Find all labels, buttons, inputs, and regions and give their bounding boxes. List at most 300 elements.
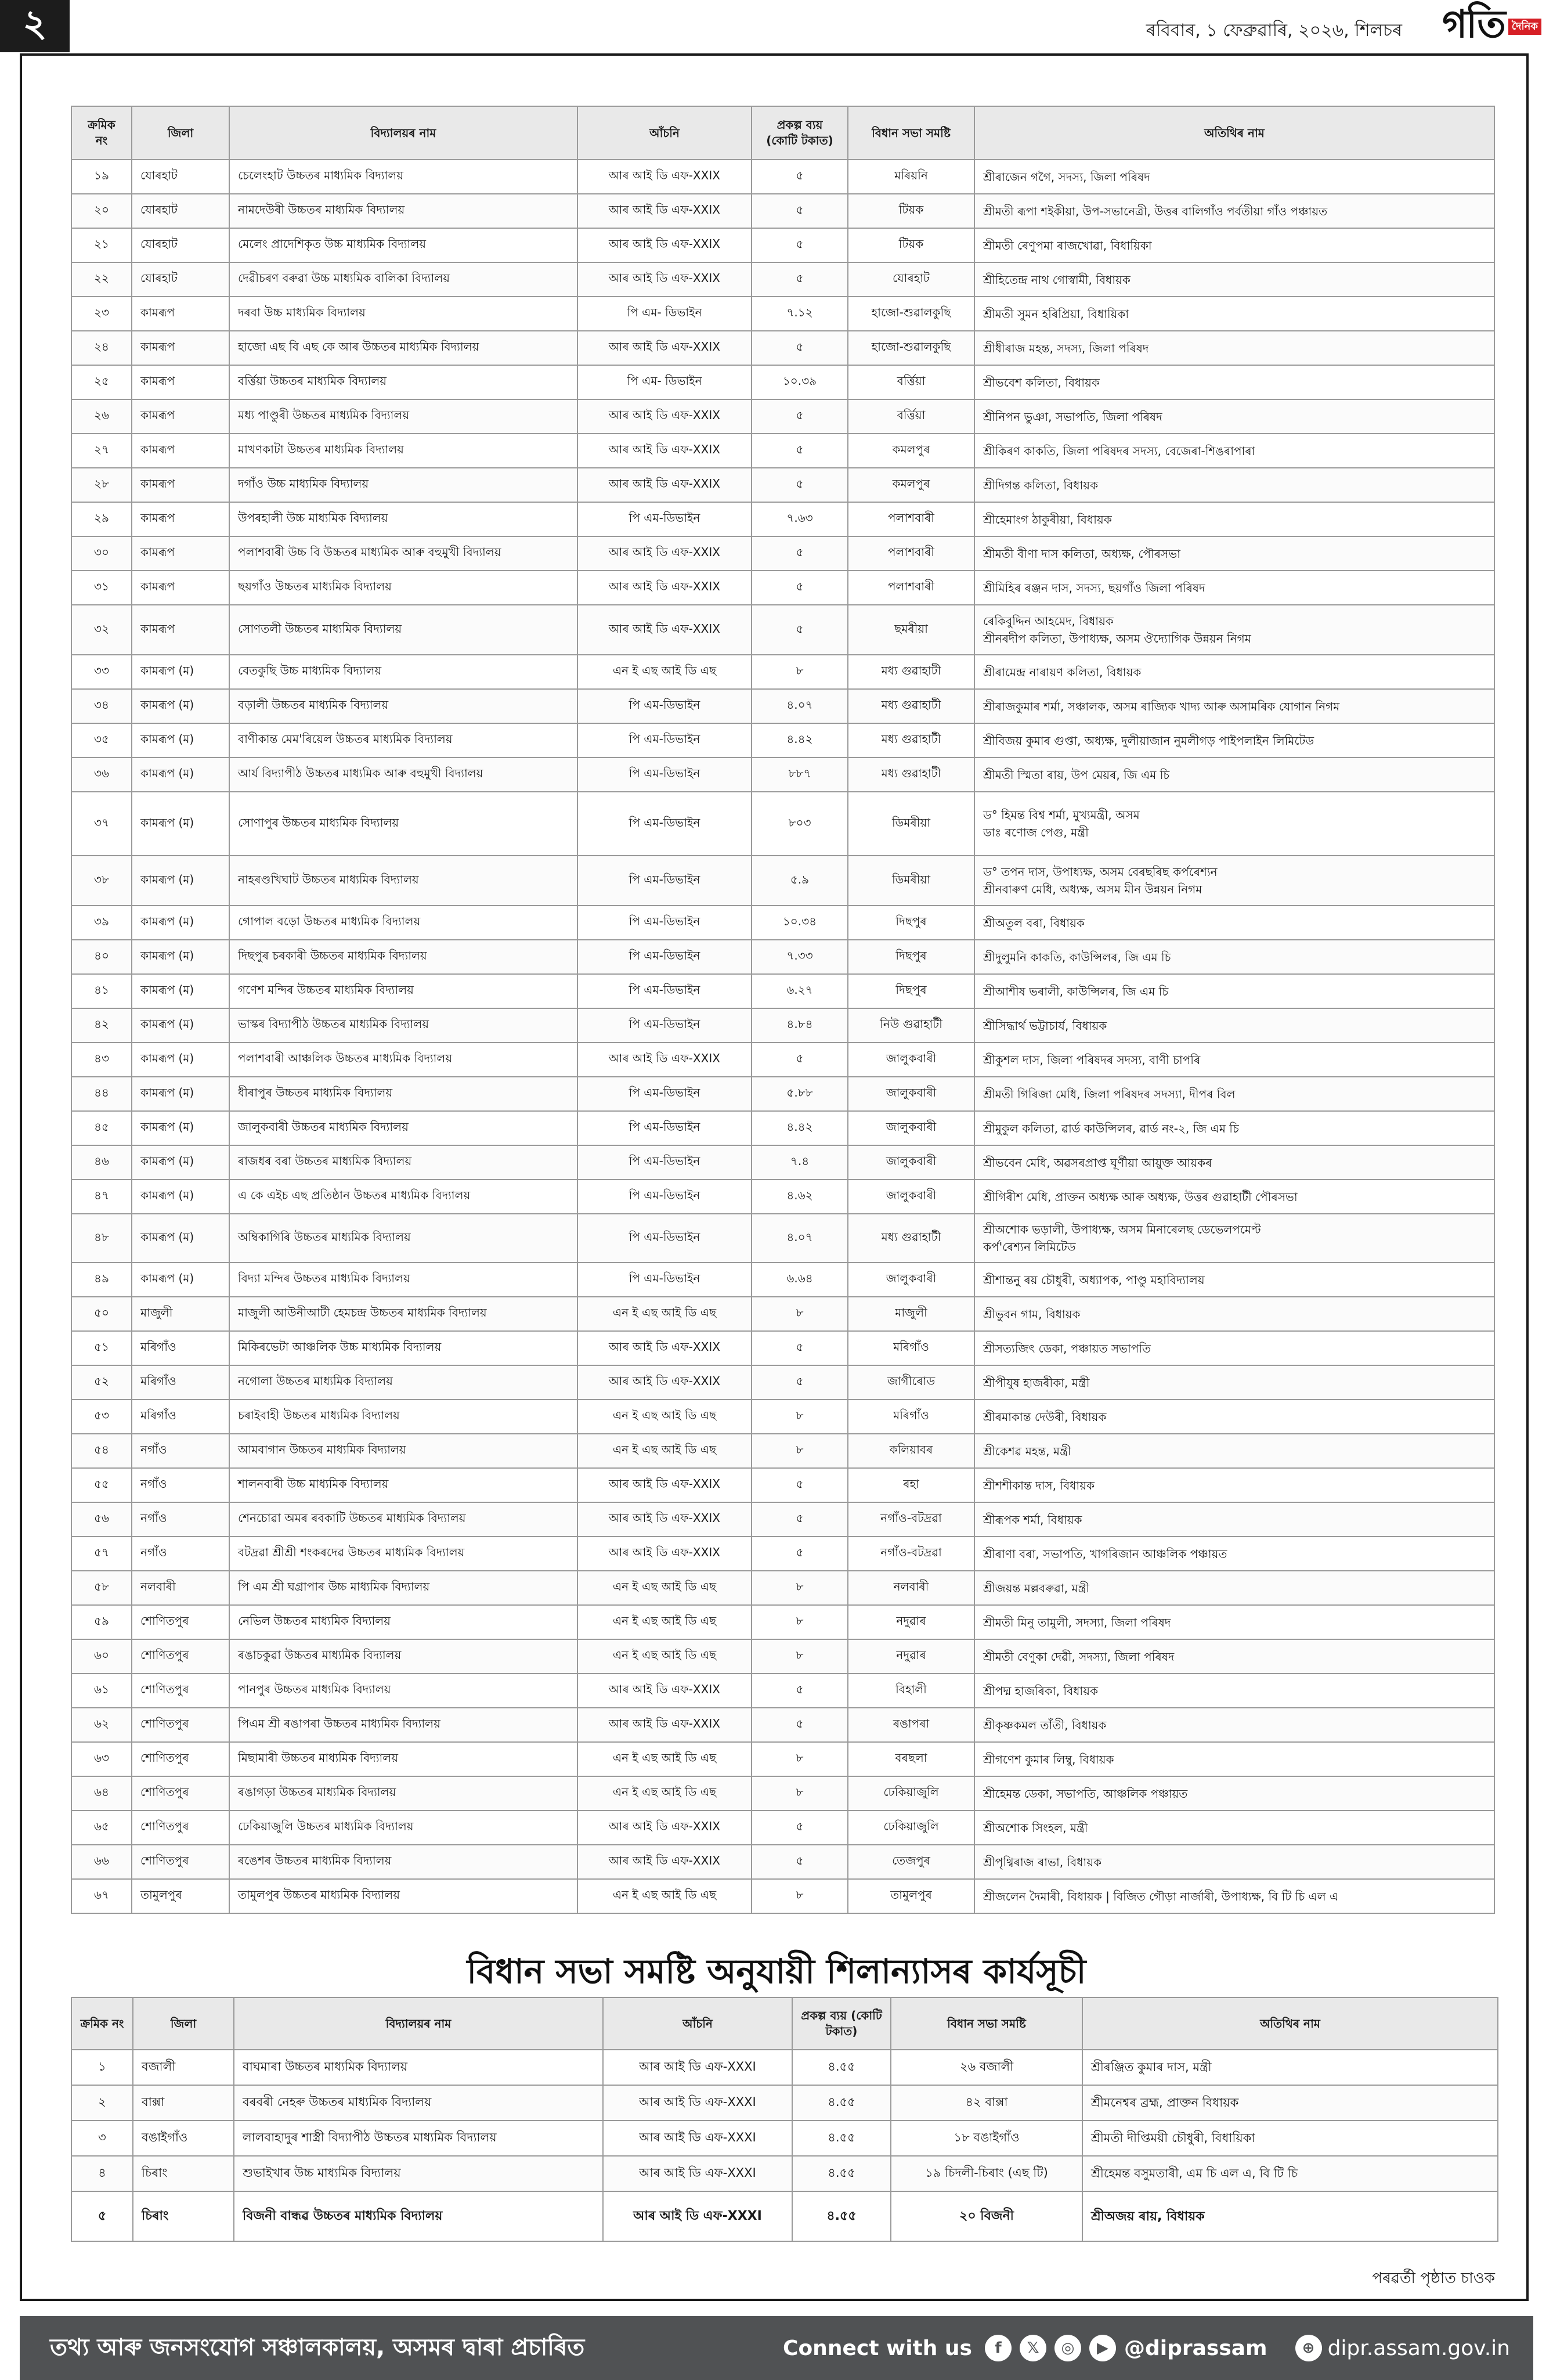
serial-cell: ৪৯ [71,1263,132,1297]
constituency-cell: মৰিয়নি [848,160,974,194]
scheme-cell: এন ই এছ আই ডি এছ [577,1297,752,1331]
table-row [71,228,1494,262]
constituency-cell: ঢেকিয়াজুলি [848,1776,974,1811]
district-cell: শোণিতপুৰ [132,1639,229,1674]
guest-cell: শ্ৰীগিৰীশ মেধি, প্ৰাক্তন অধ্যক্ষ আৰু অধ্যক্ষ, উত্তৰ গুৱাহাটী পৌৰসভা [974,1180,1494,1214]
cost-cell: ৮ [752,1434,848,1468]
serial-cell: ৪ [71,2156,133,2191]
school-name-cell: চেলেংহাট উচ্চতৰ মাধ্যমিক বিদ্যালয় [229,160,577,194]
cost-cell: ৭.৩৩ [752,940,848,974]
constituency-cell: বৰছলা [848,1742,974,1776]
school-name-cell: তামুলপুৰ উচ্চতৰ মাধ্যমিক বিদ্যালয় [229,1879,577,1913]
guest-cell: শ্ৰীপৃথ্বিৰাজ ৰাভা, বিধায়ক [974,1845,1494,1879]
guest-cell: শ্ৰীমুকুল কলিতা, ৱাৰ্ড কাউন্সিলৰ, ৱাৰ্ড নং-২, জি এম চি [974,1111,1494,1145]
district-cell: কামৰূপ (ম) [132,1111,229,1145]
district-cell: কামৰূপ [132,434,229,468]
serial-cell: ৫১ [71,1331,132,1365]
cost-cell: ৮ [752,1571,848,1605]
school-name-cell: মাজুলী আউনীআটী হেমচন্দ্ৰ উচ্চতৰ মাধ্যমিক বিদ্যালয় [229,1297,577,1331]
constituency-cell: জালুকবাৰী [848,1111,974,1145]
scheme-cell: আৰ আই ডি এফ-XXIX [577,1365,752,1400]
district-cell: নগাঁও [132,1468,229,1502]
guest-cell: শ্ৰীমতী বেণুকা দেৱী, সদস্যা, জিলা পৰিষদ [974,1639,1494,1674]
constituency-cell: জালুকবাৰী [848,1145,974,1180]
header-scheme: আঁচনি [603,1997,792,2050]
guest-cell: শ্ৰীদুলুমনি কাকতি, কাউন্সিলৰ, জি এম চি [974,940,1494,974]
constituency-cell: পলাশবাৰী [848,571,974,605]
serial-cell: ৪৪ [71,1077,132,1111]
district-cell: চিৰাং [133,2191,234,2241]
cost-cell: ৫ [752,1845,848,1879]
serial-cell: ৬৩ [71,1742,132,1776]
guest-cell: শ্ৰীভুবন গাম, বিধায়ক [974,1297,1494,1331]
table-row [71,399,1494,434]
serial-cell: ৫৭ [71,1537,132,1571]
scheme-cell: আৰ আই ডি এফ-XXIX [577,571,752,605]
constituency-cell: দিছপুৰ [848,974,974,1008]
district-cell: তামুলপুৰ [132,1879,229,1913]
table-row [71,1263,1494,1297]
district-cell: নগাঁও [132,1434,229,1468]
school-name-cell: আৰ্য বিদ্যাপীঠ উচ্চতৰ মাধ্যমিক আৰু বহুমুখী বিদ্যালয় [229,758,577,792]
constituency-cell: জালুকবাৰী [848,1077,974,1111]
school-name-cell: বৰ্ত্তিয়া উচ্চতৰ মাধ্যমিক বিদ্যালয় [229,365,577,399]
scheme-cell: পি এম-ডিভাইন [577,792,752,856]
cost-cell: ৮০৩ [752,792,848,856]
guest-cell: শ্ৰীঅজয় ৰায়, বিধায়ক [1082,2191,1498,2241]
district-cell: কামৰূপ (ম) [132,1145,229,1180]
table-row [71,1468,1494,1502]
scheme-cell: পি এম- ডিভাইন [577,297,752,331]
district-cell: মৰিগাঁও [132,1365,229,1400]
guest-cell: শ্ৰীশান্তনু ৰয় চৌধুৰী, অধ্যাপক, পাণ্ডু মহাবিদ্যালয় [974,1263,1494,1297]
serial-cell: ৬৬ [71,1845,132,1879]
school-name-cell: নামদেউৰী উচ্চতৰ মাধ্যমিক বিদ্যালয় [229,194,577,228]
constituency-cell: পলাশবাৰী [848,502,974,536]
scheme-cell: আৰ আই ডি এফ-XXIX [577,536,752,571]
scheme-cell: আৰ আই ডি এফ-XXXI [603,2121,792,2156]
header-cost: প্ৰকল্প ব্যয় (কোটি টকাত) [752,106,848,160]
district-cell: যোৰহাট [132,160,229,194]
scheme-cell: এন ই এছ আই ডি এছ [577,655,752,689]
serial-cell: ৪৭ [71,1180,132,1214]
guest-cell: শ্ৰীমতী ৰূপা শইকীয়া, উপ-সভানেত্ৰী, উত্তৰ বালিগাঁও পৰ্বতীয়া গাঁও পঞ্চায়ত [974,194,1494,228]
serial-cell: ২২ [71,262,132,297]
school-name-cell: দিছপুৰ চৰকাৰী উচ্চতৰ মাধ্যমিক বিদ্যালয় [229,940,577,974]
cost-cell: ৮ [752,1605,848,1639]
constituency-cell: মধ্য গুৱাহাটী [848,655,974,689]
scheme-cell: আৰ আই ডি এফ-XXIX [577,262,752,297]
scheme-cell: পি এম-ডিভাইন [577,1145,752,1180]
table-row [71,1674,1494,1708]
header-serial: ক্ৰমিক নং [71,1997,133,2050]
guest-cell: শ্ৰীআশীষ ভৰালী, কাউন্সিলৰ, জি এম চি [974,974,1494,1008]
district-cell: কামৰূপ [132,502,229,536]
serial-cell: ৪৬ [71,1145,132,1180]
district-cell: কামৰূপ [132,468,229,502]
cost-cell: ৫.৯ [752,856,848,906]
serial-cell: ২ [71,2085,133,2121]
guest-cell: শ্ৰীৰমাকান্ত দেউৰী, বিধায়ক [974,1400,1494,1434]
scheme-cell: পি এম- ডিভাইন [577,365,752,399]
cost-cell: ৭.৬৩ [752,502,848,536]
guest-cell: শ্ৰীপীযুষ হাজৰীকা, মন্ত্ৰী [974,1365,1494,1400]
guest-cell: শ্ৰীজয়ন্ত মল্লবৰুৱা, মন্ত্ৰী [974,1571,1494,1605]
serial-cell: ৫৩ [71,1400,132,1434]
cost-cell: ৫ [752,1811,848,1845]
constituency-cell: জালুকবাৰী [848,1043,974,1077]
guest-cell: ৰেকিবুদ্দিন আহমেদ, বিধায়ক শ্ৰীনৰদীপ কলিতা, উপাধ্যক্ষ, অসম ঔদ্যোগিক উন্নয়ন নিগম [974,605,1494,655]
guest-cell: শ্ৰীসিদ্ধাৰ্থ ভট্টাচাৰ্য, বিধায়ক [974,1008,1494,1043]
school-name-cell: বিজনী বান্ধৱ উচ্চতৰ মাধ্যমিক বিদ্যালয় [234,2191,603,2241]
constituency-cell: কমলপুৰ [848,468,974,502]
scheme-cell: এন ই এছ আই ডি এছ [577,1742,752,1776]
cost-cell: ৮ [752,1297,848,1331]
guest-cell: শ্ৰীপদ্ম হাজৰিকা, বিধায়ক [974,1674,1494,1708]
scheme-cell: পি এম-ডিভাইন [577,502,752,536]
table-row [71,689,1494,723]
header-serial: ক্ৰমিক নং [71,106,132,160]
table-row [71,1145,1494,1180]
cost-cell: ৫ [752,399,848,434]
scheme-cell: আৰ আই ডি এফ-XXIX [577,194,752,228]
constituency-cell: টিয়ক [848,194,974,228]
x-icon[interactable]: 𝕏 [1020,2335,1046,2361]
table-row [71,536,1494,571]
serial-cell: ৪৫ [71,1111,132,1145]
constituency-cell: যোৰহাট [848,262,974,297]
district-cell: কামৰূপ (ম) [132,723,229,758]
district-cell: শোণিতপুৰ [132,1674,229,1708]
header-school: বিদ্যালয়ৰ নাম [229,106,577,160]
scheme-cell: এন ই এছ আই ডি এছ [577,1639,752,1674]
district-cell: কামৰূপ (ম) [132,1043,229,1077]
cost-cell: ৪.৪২ [752,723,848,758]
table-row [71,1811,1494,1845]
table-row [71,1111,1494,1145]
school-name-cell: গোপাল বড়ো উচ্চতৰ মাধ্যমিক বিদ্যালয় [229,906,577,940]
newspaper-logo [1442,3,1541,50]
table-row [71,655,1494,689]
serial-cell: ২৮ [71,468,132,502]
serial-cell: ২১ [71,228,132,262]
table-row [71,1571,1494,1605]
header-scheme: আঁচনি [577,106,752,160]
scheme-cell: আৰ আই ডি এফ-XXIX [577,1708,752,1742]
cost-cell: ৫ [752,1468,848,1502]
guest-cell: শ্ৰীদিগন্ত কলিতা, বিধায়ক [974,468,1494,502]
cost-cell: ৫ [752,1331,848,1365]
publisher-credit: তথ্য আৰু জনসংযোগ সঞ্চালকালয়, অসমৰ দ্বাৰা প্ৰচাৰিত [50,2334,585,2361]
school-name-cell: শালনবাৰী উচ্চ মাধ্যমিক বিদ্যালয় [229,1468,577,1502]
cost-cell: ৫ [752,194,848,228]
table-row [71,1639,1494,1674]
inauguration-table [71,106,1495,1914]
table-row [71,758,1494,792]
table-row [71,1214,1494,1263]
social-handle[interactable]: @diprassam [1124,2336,1267,2360]
page-number: ২ [0,0,70,52]
serial-cell: ৫৬ [71,1502,132,1537]
guest-cell: শ্ৰীৰাজেন গগৈ, সদস্য, জিলা পৰিষদ [974,160,1494,194]
table-row [71,1708,1494,1742]
constituency-cell: ৪২ বাক্সা [891,2085,1082,2121]
serial-cell: ৬৫ [71,1811,132,1845]
district-cell: কামৰূপ [132,605,229,655]
header-school: বিদ্যালয়ৰ নাম [234,1997,603,2050]
serial-cell: ৪০ [71,940,132,974]
cost-cell: ৭.১২ [752,297,848,331]
scheme-cell: আৰ আই ডি এফ-XXXI [603,2085,792,2121]
scheme-cell: পি এম-ডিভাইন [577,906,752,940]
guest-cell: শ্ৰীকুশল দাস, জিলা পৰিষদৰ সদস্য, বাণী চাপৰি [974,1043,1494,1077]
scheme-cell: আৰ আই ডি এফ-XXIX [577,1468,752,1502]
guest-cell: শ্ৰীহেমন্ত ডেকা, সভাপতি, আঞ্চলিক পঞ্চায়ত [974,1776,1494,1811]
district-cell: যোৰহাট [132,228,229,262]
header-constituency: বিধান সভা সমষ্টি [891,1997,1082,2050]
youtube-icon[interactable]: ▶ [1089,2335,1116,2361]
scheme-cell: পি এম-ডিভাইন [577,1077,752,1111]
constituency-cell: জালুকবাৰী [848,1263,974,1297]
cost-cell: ৭.৪ [752,1145,848,1180]
school-name-cell: চৰাইবাহী উচ্চতৰ মাধ্যমিক বিদ্যালয় [229,1400,577,1434]
table-row [71,1043,1494,1077]
guest-cell: শ্ৰীমতী ৰেণুপমা ৰাজখোৱা, বিধায়িকা [974,228,1494,262]
constituency-cell: হাজো-শুৱালকুছি [848,297,974,331]
scheme-cell: আৰ আই ডি এফ-XXIX [577,605,752,655]
cost-cell: ৪.০৭ [752,689,848,723]
guest-cell: ড° হিমন্ত বিশ্ব শৰ্মা, মুখ্যমন্ত্ৰী, অসম ডাঃ ৰণোজ পেগু, মন্ত্ৰী [974,792,1494,856]
school-name-cell: মিকিৰভেটা আঞ্চলিক উচ্চ মাধ্যমিক বিদ্যালয় [229,1331,577,1365]
district-cell: কামৰূপ [132,571,229,605]
cost-cell: ৪.৫৫ [792,2121,891,2156]
school-name-cell: ৰাজধৰ বৰা উচ্চতৰ মাধ্যমিক বিদ্যালয় [229,1145,577,1180]
constituency-cell: নগাঁও-বটদ্ৰৱা [848,1502,974,1537]
school-name-cell: ৰঙাচকুৱা উচ্চতৰ মাধ্যমিক বিদ্যালয় [229,1639,577,1674]
scheme-cell: পি এম-ডিভাইন [577,974,752,1008]
constituency-cell: টিয়ক [848,228,974,262]
school-name-cell: হাজো এছ বি এছ কে আৰ উচ্চতৰ মাধ্যমিক বিদ্যালয় [229,331,577,365]
connect-label: Connect with us [783,2336,972,2360]
school-name-cell: ভাস্কৰ বিদ্যাপীঠ উচ্চতৰ মাধ্যমিক বিদ্যালয় [229,1008,577,1043]
school-name-cell: ধীৰাপুৰ উচ্চতৰ মাধ্যমিক বিদ্যালয় [229,1077,577,1111]
scheme-cell: আৰ আই ডি এফ-XXIX [577,1537,752,1571]
cost-cell: ৪.৫৫ [792,2050,891,2085]
district-cell: মৰিগাঁও [132,1331,229,1365]
serial-cell: ১ [71,2050,133,2085]
table-row [71,434,1494,468]
cost-cell: ৪.৮৪ [752,1008,848,1043]
guest-cell: শ্ৰীমনেশ্বৰ ব্ৰহ্ম, প্ৰাক্তন বিধায়ক [1082,2085,1498,2121]
table-row [71,160,1494,194]
brand-tag: দৈনিক [1508,19,1541,35]
school-name-cell: মাখণকাটা উচ্চতৰ মাধ্যমিক বিদ্যালয় [229,434,577,468]
school-name-cell: পলাশবাৰী আঞ্চলিক উচ্চতৰ মাধ্যমিক বিদ্যালয় [229,1043,577,1077]
constituency-cell: দিছপুৰ [848,940,974,974]
cost-cell: ৪.৪২ [752,1111,848,1145]
table-row [71,1400,1494,1434]
cost-cell: ৪.৬২ [752,1180,848,1214]
table-row [71,1879,1494,1913]
scheme-cell: আৰ আই ডি এফ-XXIX [577,1043,752,1077]
cost-cell: ৪.০৭ [752,1214,848,1263]
table-row [71,1331,1494,1365]
header-district: জিলা [132,106,229,160]
district-cell: শোণিতপুৰ [132,1742,229,1776]
constituency-cell: ছমৰীয়া [848,605,974,655]
serial-cell: ২৬ [71,399,132,434]
scheme-cell: পি এম-ডিভাইন [577,689,752,723]
serial-cell: ৩৪ [71,689,132,723]
cost-cell: ৫.৮৮ [752,1077,848,1111]
serial-cell: ৩৬ [71,758,132,792]
table-row [71,605,1494,655]
serial-cell: ৪২ [71,1008,132,1043]
serial-cell: ৬৪ [71,1776,132,1811]
guest-cell: শ্ৰীজলেন দৈমাৰী, বিধায়ক | বিজিত গৌড়া নাৰ্জাৰী, উপাধ্যক্ষ, বি টি চি এল এ [974,1879,1494,1913]
cost-cell: ৫ [752,331,848,365]
school-name-cell: জালুকবাৰী উচ্চতৰ মাধ্যমিক বিদ্যালয় [229,1111,577,1145]
school-name-cell: বাণীকান্ত মেম'ৰিয়েল উচ্চতৰ মাধ্যমিক বিদ্যালয় [229,723,577,758]
school-name-cell: বড়ালী উচ্চতৰ মাধ্যমিক বিদ্যালয় [229,689,577,723]
scheme-cell: এন ই এছ আই ডি এছ [577,1605,752,1639]
guest-cell: শ্ৰীঅশোক সিংহল, মন্ত্ৰী [974,1811,1494,1845]
district-cell: বঙাইগাঁও [133,2121,234,2156]
scheme-cell: আৰ আই ডি এফ-XXXI [603,2050,792,2085]
district-cell: কামৰূপ [132,365,229,399]
scheme-cell: আৰ আই ডি এফ-XXIX [577,434,752,468]
constituency-cell: কমলপুৰ [848,434,974,468]
serial-cell: ৩৮ [71,856,132,906]
district-cell: শোণিতপুৰ [132,1708,229,1742]
table-row [71,1742,1494,1776]
school-name-cell: ৰঙেশৰ উচ্চতৰ মাধ্যমিক বিদ্যালয় [229,1845,577,1879]
cost-cell: ৫ [752,434,848,468]
cost-cell: ৫ [752,605,848,655]
school-name-cell: দৰবা উচ্চ মাধ্যমিক বিদ্যালয় [229,297,577,331]
serial-cell: ৫০ [71,1297,132,1331]
constituency-cell: নিউ গুৱাহাটী [848,1008,974,1043]
school-name-cell: মেলেং প্ৰাদেশিকৃত উচ্চ মাধ্যমিক বিদ্যালয় [229,228,577,262]
guest-cell: ড° তপন দাস, উপাধ্যক্ষ, অসম বেৰছৰিছ কৰ্পৰেশ্যন শ্ৰীনবাৰুণ মেধি, অধ্যক্ষ, অসম মীন উন্নয়ন নিগম [974,856,1494,906]
serial-cell: ৫৯ [71,1605,132,1639]
serial-cell: ৩১ [71,571,132,605]
constituency-cell: মৰিগাঁও [848,1400,974,1434]
cost-cell: ৫ [752,571,848,605]
guest-cell: শ্ৰীঅশোক ভড়ালী, উপাধ্যক্ষ, অসম মিনাৰেলছ ডেভেলপমেণ্ট কৰ্প'ৰেশ্যন লিমিটেড [974,1214,1494,1263]
serial-cell: ৫৮ [71,1571,132,1605]
cost-cell: ৫ [752,1674,848,1708]
website-url[interactable]: dipr.assam.gov.in [1327,2336,1510,2360]
school-name-cell: পিএম শ্ৰী ৰঙাপৰা উচ্চতৰ মাধ্যমিক বিদ্যালয় [229,1708,577,1742]
serial-cell: ৬০ [71,1639,132,1674]
guest-cell: শ্ৰীভবেশ কলিতা, বিধায়ক [974,365,1494,399]
cost-cell: ৮ [752,1742,848,1776]
cost-cell: ৬.২৭ [752,974,848,1008]
instagram-icon[interactable]: ◎ [1054,2335,1081,2361]
scheme-cell: পি এম-ডিভাইন [577,1214,752,1263]
guest-cell: শ্ৰীঅতুল বৰা, বিধায়ক [974,906,1494,940]
header-constituency: বিধান সভা সমষ্টি [848,106,974,160]
guest-cell: শ্ৰীকিৰণ কাকতি, জিলা পৰিষদৰ সদস্য, বেজেৰা-শিঙৰাপাৰা [974,434,1494,468]
table-row [71,2121,1498,2156]
guest-cell: শ্ৰীবিজয় কুমাৰ গুপ্তা, অধ্যক্ষ, দুলীয়াজান নুমলীগড় পাইপলাইন লিমিটেড [974,723,1494,758]
district-cell: কামৰূপ (ম) [132,758,229,792]
cost-cell: ১০.৩৪ [752,906,848,940]
table-row [71,1297,1494,1331]
guest-cell: শ্ৰীগণেশ কুমাৰ লিম্বু, বিধায়ক [974,1742,1494,1776]
serial-cell: ৫৪ [71,1434,132,1468]
continued-note: পৰৱৰ্তী পৃষ্ঠাত চাওক [1372,2270,1495,2287]
guest-cell: শ্ৰীধীৰাজ মহন্ত, সদস্য, জিলা পৰিষদ [974,331,1494,365]
scheme-cell: আৰ আই ডি এফ-XXIX [577,1845,752,1879]
scheme-cell: এন ই এছ আই ডি এছ [577,1776,752,1811]
cost-cell: ৫ [752,536,848,571]
cost-cell: ৮ [752,1400,848,1434]
district-cell: কামৰূপ (ম) [132,940,229,974]
serial-cell: ৪৮ [71,1214,132,1263]
guest-cell: শ্ৰীমিহিৰ ৰঞ্জন দাস, সদস্য, ছয়গাঁও জিলা পৰিষদ [974,571,1494,605]
constituency-cell: বিহালী [848,1674,974,1708]
district-cell: কামৰূপ (ম) [132,792,229,856]
website-link[interactable] [1295,2335,1510,2361]
school-name-cell: সোণাপুৰ উচ্চতৰ মাধ্যমিক বিদ্যালয় [229,792,577,856]
table-row [71,1077,1494,1111]
constituency-cell: মৰিগাঁও [848,1331,974,1365]
guest-cell: শ্ৰীনিপন ভুঞা, সভাপতি, জিলা পৰিষদ [974,399,1494,434]
table-row [71,262,1494,297]
guest-cell: শ্ৰীকেশৱ মহন্ত, মন্ত্ৰী [974,1434,1494,1468]
serial-cell: ১৯ [71,160,132,194]
constituency-cell: হাজো-শুৱালকুছি [848,331,974,365]
serial-cell: ২৭ [71,434,132,468]
dateline: ৰবিবাৰ, ১ ফেব্ৰুৱাৰি, ২০২৬, শিলচৰ [1146,20,1402,41]
cost-cell: ৮ [752,1776,848,1811]
serial-cell: ৩৭ [71,792,132,856]
facebook-icon[interactable]: f [985,2335,1012,2361]
school-name-cell: বেতকুছি উচ্চ মাধ্যমিক বিদ্যালয় [229,655,577,689]
school-name-cell: বটদ্ৰৱা শ্ৰীশ্ৰী শংকৰদেৱ উচ্চতৰ মাধ্যমিক বিদ্যালয় [229,1537,577,1571]
scheme-cell: আৰ আই ডি এফ-XXIX [577,1811,752,1845]
constituency-cell: জাগীৰোড [848,1365,974,1400]
district-cell: বাক্সা [133,2085,234,2121]
constituency-cell: মধ্য গুৱাহাটী [848,758,974,792]
cost-cell: ৮ [752,1879,848,1913]
table-row [71,2050,1498,2085]
district-cell: কামৰূপ [132,331,229,365]
school-name-cell: এ কে এইচ এছ প্ৰতিষ্ঠান উচ্চতৰ মাধ্যমিক বিদ্যালয় [229,1180,577,1214]
guest-cell: শ্ৰীসত্যজিৎ ডেকা, পঞ্চায়ত সভাপতি [974,1331,1494,1365]
constituency-cell: নদুৱাৰ [848,1639,974,1674]
serial-cell: ৩৫ [71,723,132,758]
school-name-cell: ছয়গাঁও উচ্চতৰ মাধ্যমিক বিদ্যালয় [229,571,577,605]
table-header-row [71,106,1494,160]
constituency-cell: মাজুলী [848,1297,974,1331]
district-cell: কামৰূপ (ম) [132,1008,229,1043]
table-row [71,297,1494,331]
serial-cell: ৩৩ [71,655,132,689]
cost-cell: ৪.৫৫ [792,2156,891,2191]
serial-cell: ৬৭ [71,1879,132,1913]
scheme-cell: আৰ আই ডি এফ-XXXI [603,2156,792,2191]
scheme-cell: আৰ আই ডি এফ-XXIX [577,1674,752,1708]
table-header-row [71,1997,1498,2050]
table-row [71,331,1494,365]
cost-cell: ৫ [752,1043,848,1077]
constituency-cell: ২৬ বজালী [891,2050,1082,2085]
foundation-stone-table [71,1997,1498,2242]
scheme-cell: পি এম-ডিভাইন [577,1180,752,1214]
